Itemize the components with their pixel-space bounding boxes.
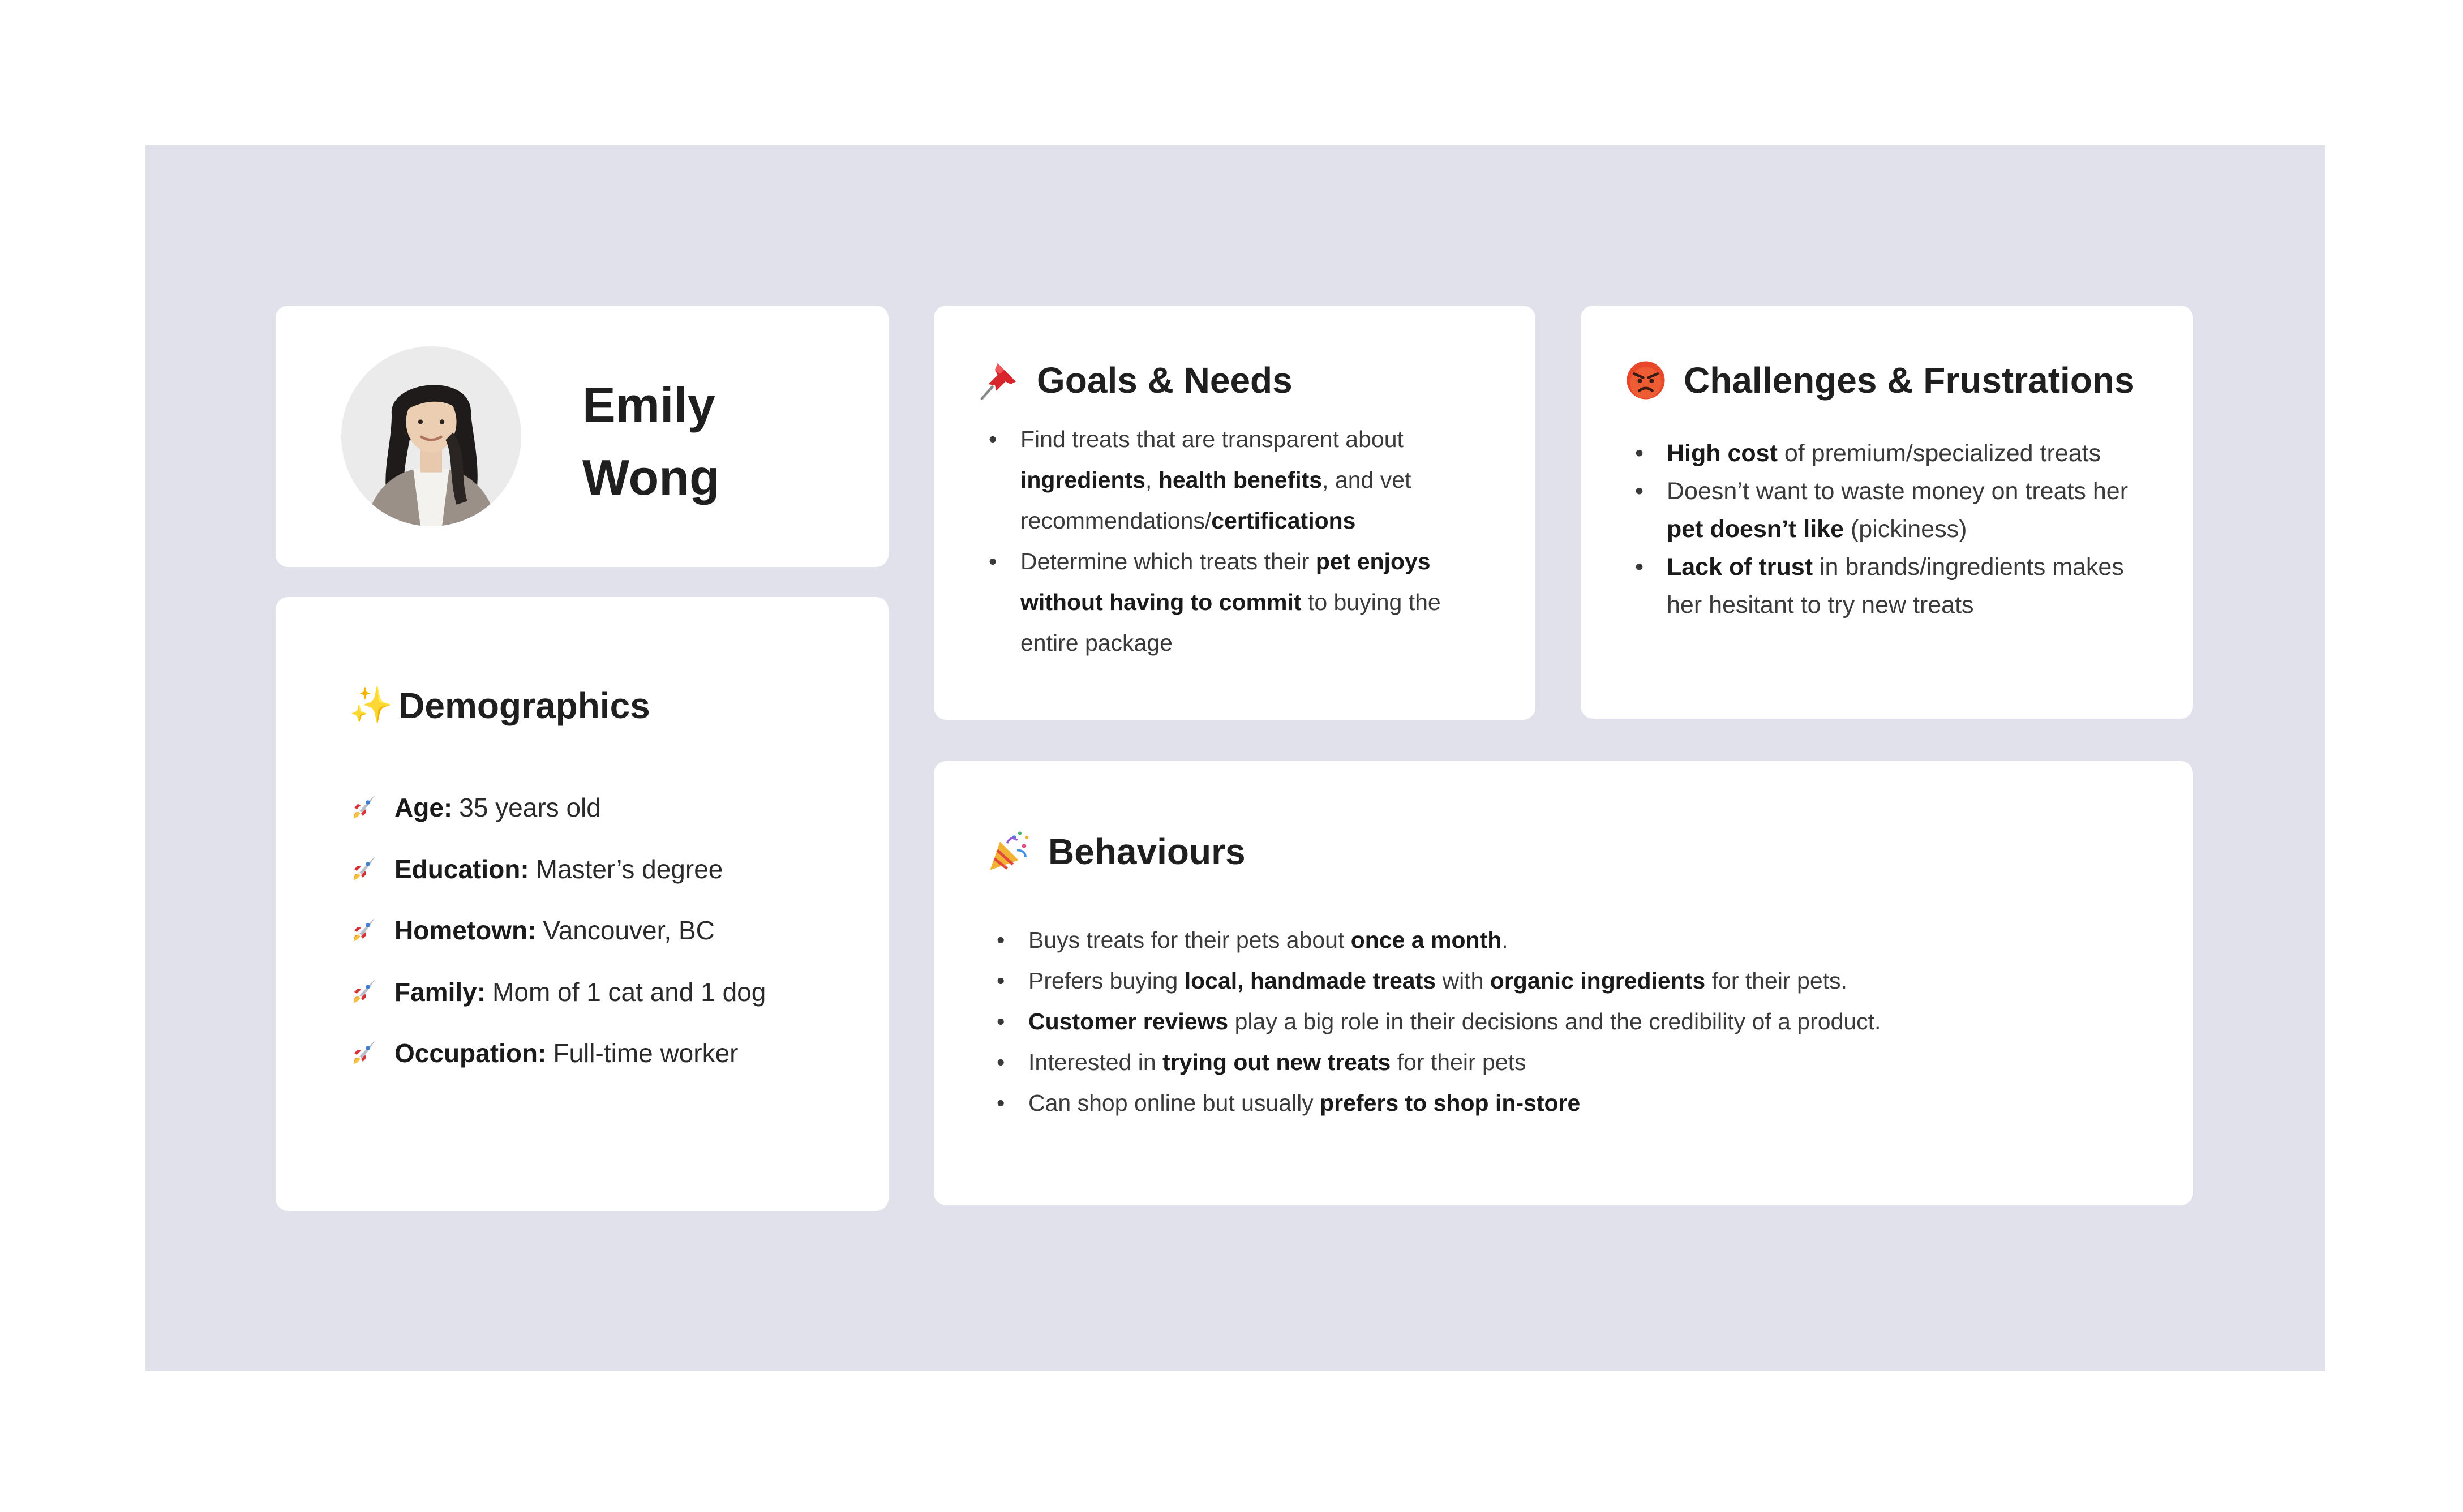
body-text: with [1436,968,1490,994]
emphasis-text: organic ingredients [1490,968,1706,994]
challenges-card [1581,306,2193,719]
body-text: Interested in [1028,1049,1163,1075]
challenges-title [1625,359,2135,401]
goals-item [1020,419,1462,541]
goals-list [1020,419,1462,663]
emphasis-text: Customer reviews [1028,1008,1229,1034]
emphasis-text: health benefits [1158,467,1323,493]
goals-card [934,306,1535,720]
goals-title-text: Goals & Needs [1037,360,1293,401]
rocket-icon [349,978,376,1006]
emphasis-text: pet enjoys without having to commit [1020,548,1431,615]
demographics-item-label: Occupation: [394,1038,547,1068]
party-popper-icon [986,829,1031,874]
body-text: Doesn’t want to waste money on treats her [1667,478,2129,505]
demographics-item-value: Master’s degree [535,854,723,884]
pushpin-icon [978,359,1020,401]
behaviours-item [1028,920,2104,960]
body-text: in brands/ingredients makes her hesitant to try new treats [1667,553,2124,618]
body-text: for their pets [1391,1049,1526,1075]
emphasis-text: Lack of trust [1667,553,1813,581]
sparkles-icon: ✨ [349,686,393,725]
profile-card [276,306,889,567]
demographics-item-label: Education: [394,854,529,884]
behaviours-title [986,829,1246,874]
demographics-item-label: Hometown: [394,916,537,946]
demographics-item-value: Mom of 1 cat and 1 dog [492,977,766,1007]
challenges-item [1667,435,2165,472]
emphasis-text: certifications [1211,508,1356,534]
body-text: Find treats that are transparent about [1020,426,1404,452]
body-text: , and vet recommendations/ [1020,467,1411,534]
emphasis-text: local, handmade treats [1184,968,1436,994]
body-text: Buys treats for their pets about [1028,927,1351,953]
behaviours-title-text: Behaviours [1048,831,1246,872]
body-text: , [1145,467,1158,493]
emphasis-text: High cost [1667,440,1778,467]
goals-title [978,359,1293,401]
demographics-list [349,777,766,1084]
demographics-item-label: Family: [394,977,486,1007]
body-text: Can shop online but usually [1028,1090,1320,1116]
angry-face-icon [1625,359,1667,401]
body-text: Prefers buying [1028,968,1185,994]
demographics-item [349,961,766,1023]
challenges-list [1667,435,2165,624]
body-text: (pickiness) [1844,516,1967,543]
rocket-icon [349,856,376,883]
persona-first-name: Emily [582,377,715,433]
body-text: for their pets. [1705,968,1847,994]
body-text: to buying the entire package [1020,589,1441,656]
behaviours-item [1028,960,2104,1001]
person-photo-icon [341,346,521,526]
emphasis-text: ingredients [1020,467,1145,493]
body-text: of premium/specialized treats [1777,440,2101,467]
rocket-icon [349,917,376,944]
challenges-title-text: Challenges & Frustrations [1684,360,2135,401]
emphasis-text: trying out new treats [1162,1049,1391,1075]
emphasis-text: pet doesn’t like [1667,516,1844,543]
persona-last-name: Wong [582,449,720,505]
persona-name [582,369,720,514]
emphasis-text: once a month [1350,927,1502,953]
goals-item [1020,541,1462,663]
demographics-card [276,597,889,1211]
demographics-title [349,685,650,727]
behaviours-list [1028,920,2104,1123]
challenges-item [1667,548,2165,624]
demographics-title-text: Demographics [398,685,650,726]
demographics-item-label: Age: [394,793,453,823]
behaviours-item [1028,1083,2104,1123]
behaviours-card [934,761,2193,1205]
behaviours-item [1028,1001,2104,1042]
demographics-item [349,839,766,900]
body-text: . [1501,927,1508,953]
demographics-item [349,777,766,839]
demographics-item-value: Vancouver, BC [543,916,715,946]
behaviours-item [1028,1042,2104,1083]
demographics-item [349,1023,766,1084]
profile-avatar [341,346,521,526]
body-text: play a big role in their decisions and the credibility of a product. [1228,1008,1881,1034]
body-text: Determine which treats their [1020,548,1316,574]
challenges-item [1667,472,2165,548]
emphasis-text: prefers to shop in-store [1320,1090,1581,1116]
demographics-item-value: 35 years old [459,793,601,823]
demographics-item [349,900,766,961]
rocket-icon [349,794,376,821]
rocket-icon [349,1040,376,1067]
demographics-item-value: Full-time worker [553,1038,739,1068]
